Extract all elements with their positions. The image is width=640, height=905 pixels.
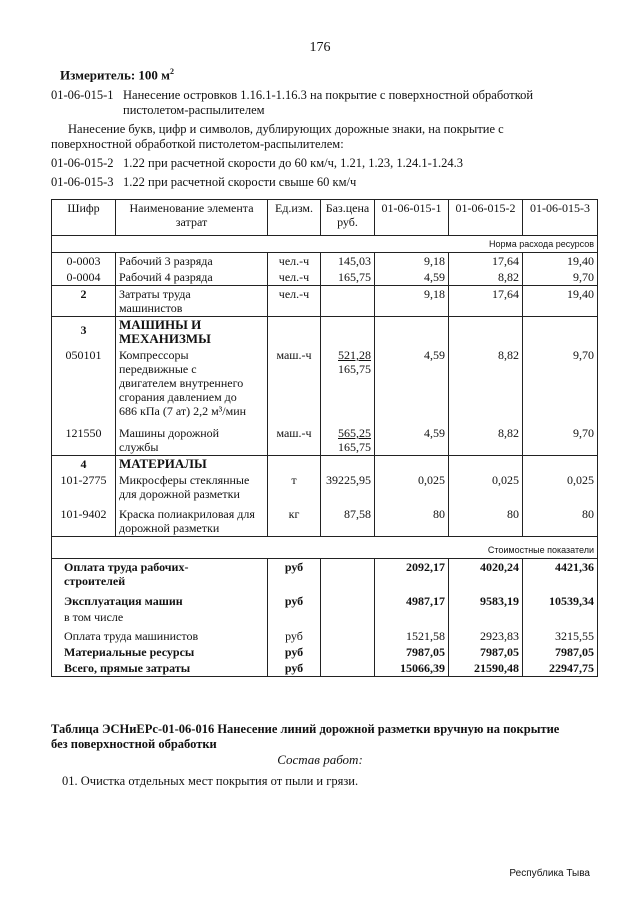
row-code: 0-0003 xyxy=(52,253,116,270)
row-name-line: передвижные с xyxy=(119,362,197,376)
table-header-row xyxy=(52,200,598,236)
section-row-materials xyxy=(52,456,598,473)
row-name-line: Компрессоры xyxy=(119,348,189,362)
row-value-2: 80 xyxy=(449,502,523,537)
cost-value-1: 4987,17 xyxy=(375,589,449,609)
cost-name: Материальные ресурсы xyxy=(52,644,268,660)
intro-code: 01-06-015-3 xyxy=(51,175,114,189)
row-name: Рабочий 4 разряда xyxy=(116,269,268,286)
cost-value-3: 10539,34 xyxy=(523,589,598,609)
work-item: 01. Очистка отдельных мест покрытия от пыли и грязи. xyxy=(62,774,359,788)
row-value-1: 9,18 xyxy=(375,253,449,270)
price-wage: 165,75 xyxy=(338,440,371,454)
row-value-3: 9,70 xyxy=(523,269,598,286)
row-unit: т xyxy=(268,472,321,502)
intro-text: 1.22 при расчетной скорости до 60 км/ч, 1.21, 1.23, 1.24.1-1.24.3 xyxy=(123,156,464,170)
row-value-3: 19,40 xyxy=(523,286,598,317)
row-value-1: 9,18 xyxy=(375,286,449,317)
price-total: 565,25 xyxy=(338,426,371,440)
cost-unit: руб xyxy=(268,589,321,609)
norm-caption: Норма расхода ресурсов xyxy=(52,236,598,253)
row-value-3: 9,70 xyxy=(523,421,598,456)
row-price xyxy=(321,286,375,317)
cost-row xyxy=(52,559,598,590)
cost-unit: руб xyxy=(268,559,321,590)
row-value-3: 80 xyxy=(523,502,598,537)
measure-label: Измеритель: 100 м xyxy=(60,67,171,83)
row-value-3: 19,40 xyxy=(523,253,598,270)
header-col1: 01-06-015-1 xyxy=(375,200,449,236)
row-name-line: сгорания давлением до xyxy=(119,390,237,404)
row-price xyxy=(321,347,375,421)
measure-sup: 2 xyxy=(170,67,175,76)
row-name: Рабочий 3 разряда xyxy=(116,253,268,270)
row-code: 050101 xyxy=(52,347,116,421)
row-value-1: 80 xyxy=(375,502,449,537)
intro-text: Нанесение островков 1.16.1-1.16.3 на покрытие с поверхностной обработкой xyxy=(123,88,534,102)
header-name: Наименование элемента затрат xyxy=(116,200,268,236)
intro-heading-line2: поверхностной обработкой пистолетом-распылителем: xyxy=(51,137,344,151)
next-table-title xyxy=(51,722,611,752)
cost-name: Всего, прямые затраты xyxy=(52,660,268,677)
intro-item-2 xyxy=(51,156,463,171)
cost-row xyxy=(52,609,598,625)
row-price: 165,75 xyxy=(321,269,375,286)
region-footer: Республика Тыва xyxy=(509,868,590,879)
price-total: 521,28 xyxy=(338,348,371,362)
next-table-title-line: без поверхностной обработки xyxy=(51,737,217,751)
row-name-line: Машины дорожной xyxy=(119,426,220,440)
row-price: 39225,95 xyxy=(321,472,375,502)
cost-name-line: Оплата труда рабочих- xyxy=(64,560,189,574)
header-unit: Ед.изм. xyxy=(268,200,321,236)
cost-value-1: 7987,05 xyxy=(375,644,449,660)
work-composition-heading: Состав работ: xyxy=(277,752,363,767)
table-row xyxy=(52,286,598,317)
row-name-line: дорожной разметки xyxy=(119,521,220,535)
row-value-2: 8,82 xyxy=(449,269,523,286)
cost-row xyxy=(52,589,598,609)
cost-caption-row xyxy=(52,537,598,559)
row-code: 101-9402 xyxy=(52,502,116,537)
cost-unit: руб xyxy=(268,625,321,644)
cost-value-3: 7987,05 xyxy=(523,644,598,660)
measure-unit xyxy=(60,67,174,83)
row-name-line: Краска полиакриловая для xyxy=(119,507,255,521)
intro-item-3 xyxy=(51,175,356,190)
intro-item-1-cont: пистолетом-распылителем xyxy=(123,103,265,117)
row-value-3: 9,70 xyxy=(523,347,598,421)
row-name xyxy=(116,421,268,456)
row-value-2: 0,025 xyxy=(449,472,523,502)
cost-unit: руб xyxy=(268,660,321,677)
row-unit: чел.-ч xyxy=(268,286,321,317)
table-row xyxy=(52,502,598,537)
next-table-title-line: Таблица ЭСНиЕРс-01-06-016 Нанесение линий дорожной разметки вручную на покрытие xyxy=(51,722,560,736)
table-row xyxy=(52,421,598,456)
cost-row xyxy=(52,644,598,660)
cost-value-2: 4020,24 xyxy=(449,559,523,590)
row-code: 101-2775 xyxy=(52,472,116,502)
cost-row-total xyxy=(52,660,598,677)
section-title xyxy=(116,317,268,348)
row-name-line: машинистов xyxy=(119,301,183,315)
cost-value-3: 22947,75 xyxy=(523,660,598,677)
row-value-2: 17,64 xyxy=(449,253,523,270)
cost-value-2: 9583,19 xyxy=(449,589,523,609)
cost-value-2: 7987,05 xyxy=(449,644,523,660)
row-code: 121550 xyxy=(52,421,116,456)
row-value-2: 8,82 xyxy=(449,421,523,456)
row-name xyxy=(116,502,268,537)
section-title-line: МАШИНЫ И xyxy=(119,317,202,332)
cost-name xyxy=(52,559,268,590)
table-row xyxy=(52,347,598,421)
price-wage: 165,75 xyxy=(338,362,371,376)
row-unit: маш.-ч xyxy=(268,421,321,456)
row-unit: кг xyxy=(268,502,321,537)
header-col3: 01-06-015-3 xyxy=(523,200,598,236)
cost-value-1: 15066,39 xyxy=(375,660,449,677)
cost-value-2: 2923,83 xyxy=(449,625,523,644)
row-price: 145,03 xyxy=(321,253,375,270)
row-value-3: 0,025 xyxy=(523,472,598,502)
section-row-machines xyxy=(52,317,598,348)
intro-heading-line1: Нанесение букв, цифр и символов, дублирующих дорожные знаки, на покрытие с xyxy=(68,122,504,136)
table-row xyxy=(52,253,598,270)
row-value-2: 17,64 xyxy=(449,286,523,317)
header-col2: 01-06-015-2 xyxy=(449,200,523,236)
section-code: 4 xyxy=(52,456,116,473)
cost-value-3: 3215,55 xyxy=(523,625,598,644)
row-name-line: для дорожной разметки xyxy=(119,487,240,501)
resource-norms-table xyxy=(51,199,598,677)
cost-unit: руб xyxy=(268,644,321,660)
cost-value-1: 1521,58 xyxy=(375,625,449,644)
section-code: 3 xyxy=(52,317,116,348)
table-row xyxy=(52,269,598,286)
cost-value-1: 2092,17 xyxy=(375,559,449,590)
row-value-2: 8,82 xyxy=(449,347,523,421)
row-name-line: двигателем внутреннего xyxy=(119,376,244,390)
cost-name: Оплата труда машинистов xyxy=(52,625,268,644)
header-price: Баз.цена руб. xyxy=(321,200,375,236)
row-name-line: службы xyxy=(119,440,159,454)
cost-row xyxy=(52,625,598,644)
cost-name-line: строителей xyxy=(64,574,126,588)
page-number: 176 xyxy=(309,40,331,55)
row-value-1: 0,025 xyxy=(375,472,449,502)
intro-text: 1.22 при расчетной скорости свыше 60 км/ч xyxy=(123,175,357,189)
header-code: Шифр xyxy=(52,200,116,236)
row-price: 87,58 xyxy=(321,502,375,537)
norm-caption-row xyxy=(52,236,598,253)
row-name-line: Микросферы стеклянные xyxy=(119,473,250,487)
table-row xyxy=(52,472,598,502)
row-name xyxy=(116,347,268,421)
section-title: МАТЕРИАЛЫ xyxy=(116,456,268,473)
row-price xyxy=(321,421,375,456)
cost-name: Эксплуатация машин xyxy=(52,589,268,609)
cost-value-3: 4421,36 xyxy=(523,559,598,590)
section-title-line: МЕХАНИЗМЫ xyxy=(119,331,211,346)
row-name-line: Затраты труда xyxy=(119,287,191,301)
intro-code: 01-06-015-1 xyxy=(51,88,114,102)
row-value-1: 4,59 xyxy=(375,421,449,456)
row-value-1: 4,59 xyxy=(375,347,449,421)
row-code: 0-0004 xyxy=(52,269,116,286)
cost-name: в том числе xyxy=(52,609,268,625)
intro-code: 01-06-015-2 xyxy=(51,156,114,170)
row-name xyxy=(116,286,268,317)
cost-value-2: 21590,48 xyxy=(449,660,523,677)
cost-caption: Стоимостные показатели xyxy=(52,537,598,559)
intro-item-1 xyxy=(51,88,533,103)
row-name-line: 686 кПа (7 ат) 2,2 м³/мин xyxy=(119,404,247,418)
row-value-1: 4,59 xyxy=(375,269,449,286)
row-name xyxy=(116,472,268,502)
row-unit: чел.-ч xyxy=(268,269,321,286)
row-unit: маш.-ч xyxy=(268,347,321,421)
row-unit: чел.-ч xyxy=(268,253,321,270)
row-code: 2 xyxy=(52,286,116,317)
